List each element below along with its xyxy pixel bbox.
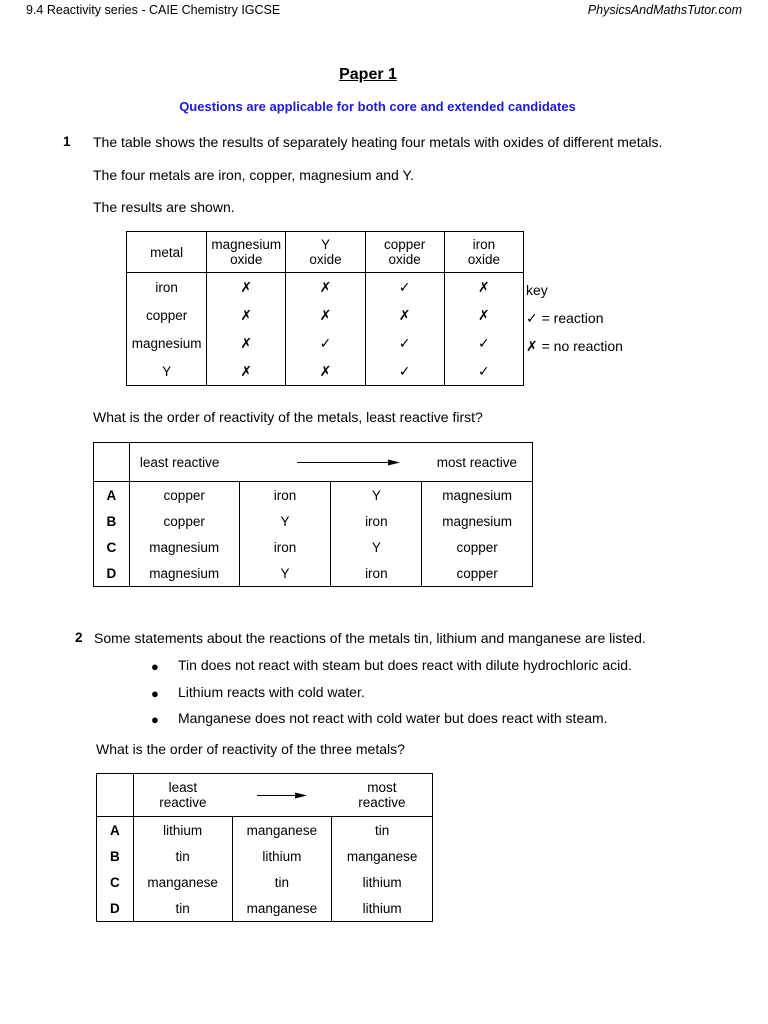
result-mark: ✗ (207, 273, 286, 302)
option-value: magnesium (442, 513, 513, 529)
key-reaction: ✓ = reaction (526, 310, 604, 326)
q1-question: What is the order of reactivity of the metals, least reactive first? (93, 409, 483, 425)
table-row (127, 273, 524, 302)
q1-line-2: The four metals are iron, copper, magnesium and Y. (93, 167, 414, 183)
result-mark: ✓ (365, 357, 444, 386)
q2-question: What is the order of reactivity of the three metals? (96, 741, 405, 757)
option-letter: A (97, 817, 134, 844)
q2-bullet-3: Manganese does not react with cold water but does react with steam. (178, 710, 608, 726)
least-reactive-label: least reactive (129, 443, 239, 482)
header-iron-oxide: iron oxide (444, 232, 523, 273)
option-row-d[interactable] (97, 895, 433, 922)
bullet-icon: ● (151, 686, 159, 701)
result-mark: ✗ (286, 273, 365, 302)
header-copper-oxide: copper oxide (365, 232, 444, 273)
option-value: iron (331, 508, 422, 534)
option-value: tin (175, 900, 190, 916)
result-mark: ✗ (365, 301, 444, 329)
option-row-a[interactable] (94, 482, 533, 509)
question-2-number: 2 (75, 630, 83, 645)
option-letter: D (97, 895, 134, 922)
table-row (127, 329, 524, 357)
option-letter: C (97, 869, 134, 895)
option-value: Y (239, 508, 331, 534)
metal-name: copper (127, 301, 207, 329)
option-value: lithium (232, 843, 332, 869)
bullet-icon: ● (151, 659, 159, 674)
result-mark: ✓ (444, 329, 523, 357)
option-value: magnesium (442, 487, 513, 503)
result-mark: ✗ (207, 357, 286, 386)
option-value: tin (175, 848, 190, 864)
option-row-c[interactable] (94, 534, 533, 560)
options-header (97, 774, 433, 817)
result-mark: ✗ (286, 301, 365, 329)
option-letter: B (94, 508, 130, 534)
option-value: copper (129, 482, 239, 509)
option-value: copper (456, 565, 498, 581)
result-mark: ✗ (207, 301, 286, 329)
q2-intro: Some statements about the reactions of the metals tin, lithium and manganese are listed. (94, 630, 646, 646)
option-value: Y (331, 482, 422, 509)
option-value: lithium (362, 874, 402, 890)
result-mark: ✓ (286, 329, 365, 357)
option-value: copper (129, 508, 239, 534)
option-letter: C (94, 534, 130, 560)
q2-bullet-2: Lithium reacts with cold water. (178, 684, 365, 700)
paper-title: Paper 1 (339, 66, 397, 83)
header-right: PhysicsAndMathsTutor.com (587, 3, 742, 17)
option-value: lithium (362, 900, 402, 916)
q2-options-table (96, 773, 433, 922)
result-mark: ✓ (365, 329, 444, 357)
option-row-c[interactable] (97, 869, 433, 895)
option-value: iron (331, 560, 422, 587)
option-row-b[interactable] (97, 843, 433, 869)
option-row-b[interactable] (94, 508, 533, 534)
header-magnesium-oxide: magnesium oxide (207, 232, 286, 273)
result-mark: ✗ (286, 357, 365, 386)
option-value: Y (239, 560, 331, 587)
option-value: manganese (147, 874, 218, 890)
option-value: magnesium (129, 534, 239, 560)
results-table-header (127, 232, 524, 273)
most-reactive-label: most reactive (332, 774, 433, 817)
least-reactive-label: least reactive (133, 774, 232, 817)
option-letter: A (94, 482, 130, 509)
option-value: manganese (232, 895, 332, 922)
metal-name: magnesium (127, 329, 207, 357)
metal-name: Y (127, 357, 207, 386)
option-value: manganese (232, 817, 332, 844)
result-mark: ✓ (365, 273, 444, 302)
option-letter: D (94, 560, 130, 587)
result-mark: ✗ (444, 301, 523, 329)
metal-name: iron (127, 273, 207, 302)
subtitle: Questions are applicable for both core and extended candidates (179, 99, 576, 114)
option-value: lithium (163, 822, 203, 838)
most-reactive-label: most reactive (422, 443, 533, 482)
question-1-number: 1 (63, 134, 71, 149)
table-row (127, 301, 524, 329)
arrow-right-icon (257, 790, 307, 800)
arrow-cell (232, 774, 332, 817)
q1-line-1: The table shows the results of separately heating four metals with oxides of different metals. (93, 134, 663, 150)
q2-bullet-1: Tin does not react with steam but does react with dilute hydrochloric acid. (178, 657, 632, 673)
option-value: Y (331, 534, 422, 560)
option-value: magnesium (129, 560, 239, 587)
result-mark: ✗ (444, 273, 523, 302)
header-y-oxide: Y oxide (286, 232, 365, 273)
option-value: iron (239, 534, 331, 560)
option-value: tin (374, 822, 390, 838)
result-mark: ✓ (444, 357, 523, 386)
option-row-a[interactable] (97, 817, 433, 844)
results-table (126, 231, 524, 386)
bullet-icon: ● (151, 712, 159, 727)
option-letter: B (97, 843, 134, 869)
header-left: 9.4 Reactivity series - CAIE Chemistry IGCSE (26, 3, 281, 17)
arrow-cell (239, 443, 422, 482)
options-header (94, 443, 533, 482)
key-no-reaction: ✗ = no reaction (526, 338, 623, 354)
option-value: tin (232, 869, 332, 895)
arrow-right-icon (297, 457, 400, 467)
option-value: iron (239, 482, 331, 509)
key-title: key (526, 282, 548, 298)
header-metal: metal (127, 232, 207, 273)
q1-options-table (93, 442, 533, 587)
result-mark: ✗ (207, 329, 286, 357)
table-row (127, 357, 524, 386)
option-row-d[interactable] (94, 560, 533, 587)
q1-line-3: The results are shown. (93, 199, 235, 215)
option-value: manganese (346, 848, 418, 864)
option-value: copper (456, 539, 498, 555)
